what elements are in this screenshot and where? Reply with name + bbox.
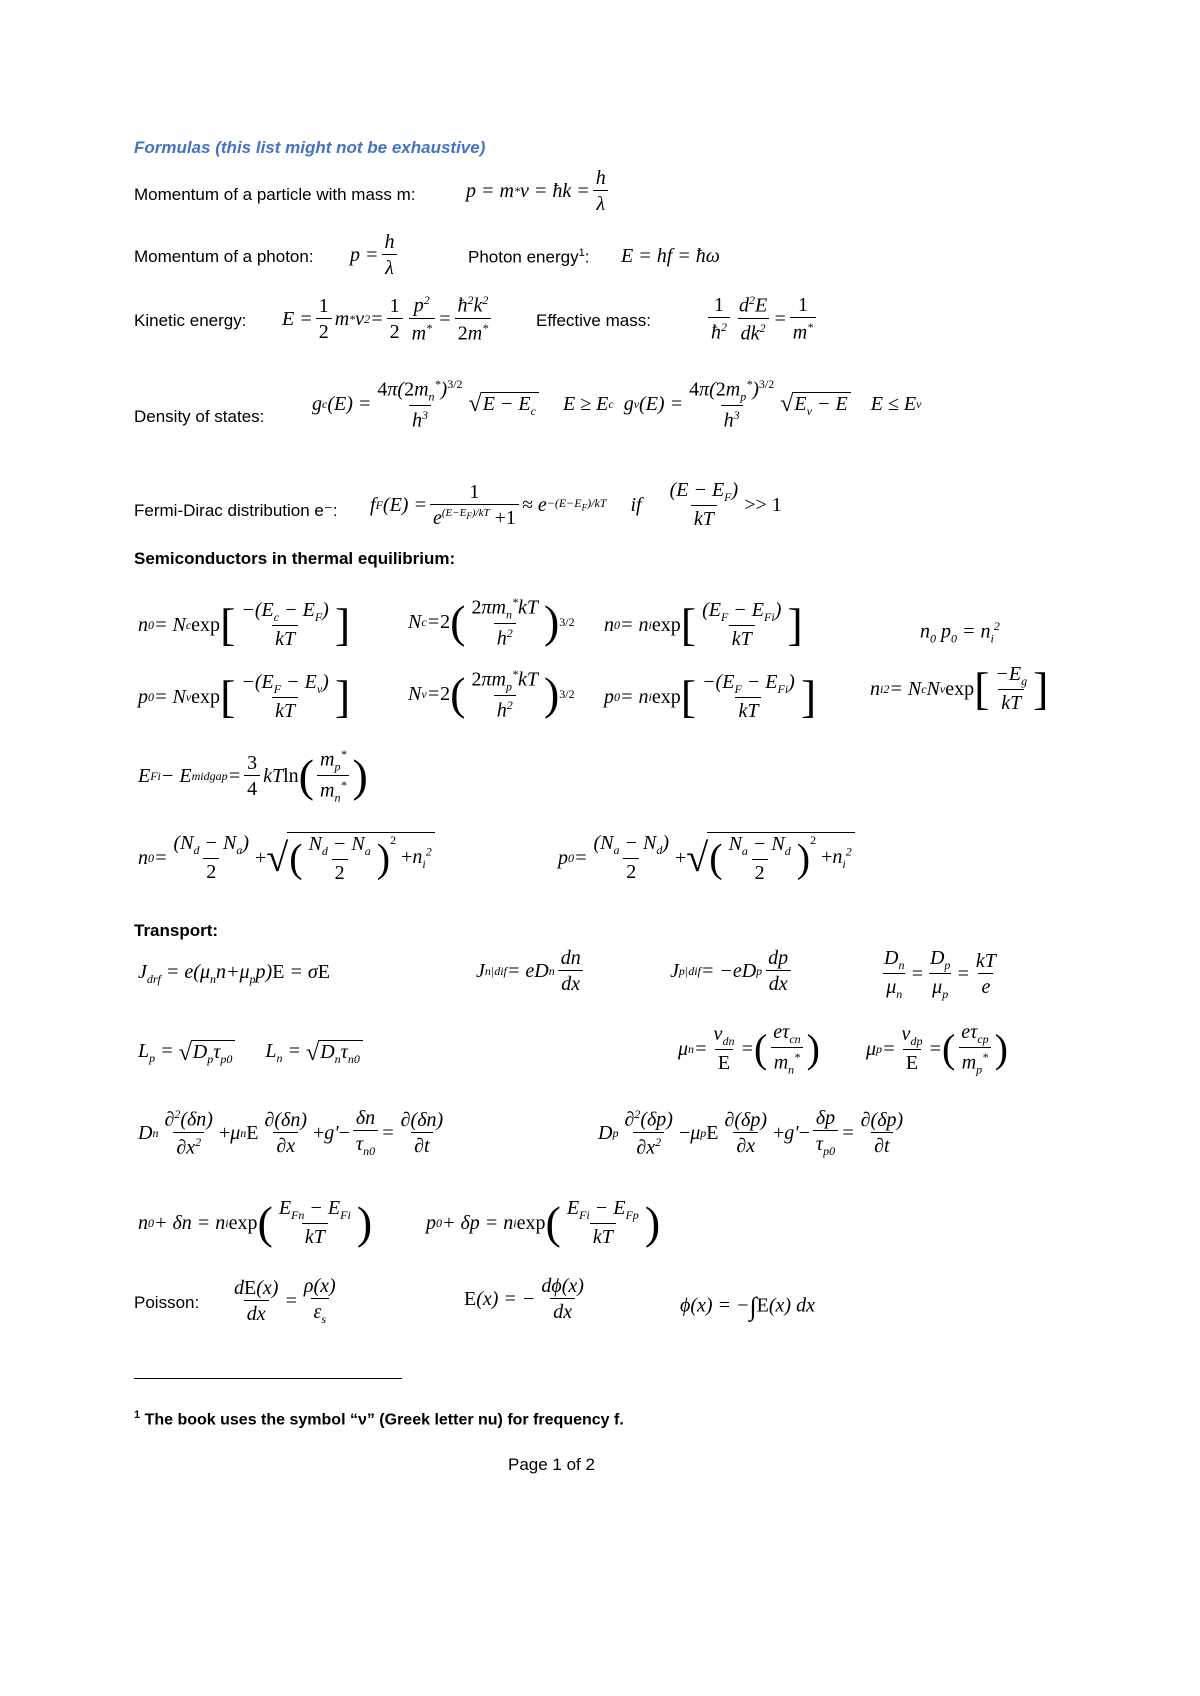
formula-density-of-states: g c (E) = $\frac{4\pi(2m_n^*)^{3/2}}{h^3}$ √ $E - E_c$ E ≥ E c g v (E) = $\frac{4\pi(2m_p^*)^{3/2}}{h^3}$ √ $E_v - E$ E ≤ E v (312, 377, 922, 432)
formula-nc: N c = 2 ( $\frac{2\pi m_n^*kT}{h^2}$ ) 3/2 (408, 595, 575, 650)
formula-potential-integral: ϕ(x) = −∫E(x) dx (680, 1292, 815, 1321)
formula-kinetic-energy: E = $\frac{1}{2}$ m * v 2 = $\frac{1}{2}$ $\frac{p^2}{m^*}$ = $\frac{ħ^2k^2}{2m^*}$ (282, 294, 494, 343)
formula-mobility-n: μ n = $\frac{v_{dn}}{E}$ = ( $\frac{e\tau_{cn}}{m_n^*}$ ) (678, 1021, 820, 1077)
formula-diffusion-lengths: $L_p = √D_p\tau_{p0}$ $L_n = √D_n\tau_{n0}$ (138, 1040, 363, 1065)
label-photon-energy (468, 248, 589, 266)
label-momentum-photon: Momentum of a photon: (134, 247, 314, 266)
footnote-separator (134, 1378, 402, 1379)
formula-nv: N v = 2 ( $\frac{2\pi m_p^*kT}{h^2}$ ) 3/2 (408, 667, 575, 722)
formula-n0-ni: n 0 = n i exp [ $\frac{(E_F - E_{Fi})}{kT}$ ] (604, 598, 803, 650)
formula-momentum-particle: p = m * v = ħk = $\frac{h}{\lambda}$ (466, 168, 612, 214)
photon-energy-colon: : (584, 247, 590, 267)
formula-continuity-n: D n $\frac{\partial^2(\delta n)}{\partial x^2}$ + μ n E $\frac{\partial(\delta n)}{\partial x}$ + g' − $\frac{\delta n}{\tau_{n0}}$ = $\frac{\partial(\delta n)}{\partial t}$ (138, 1107, 444, 1159)
section-semiconductors: Semiconductors in thermal equilibrium: (134, 549, 456, 568)
label-density-of-states: Density of states: (134, 407, 265, 426)
page-number: Page 1 of 2 (508, 1455, 595, 1474)
photon-energy-text: Photon energy (468, 247, 579, 267)
formula-jp-diff: J p|dif = −eD p $\frac{dp}{dx}$ (670, 948, 794, 994)
formula-poisson: $\frac{dE(x)}{dx}$ = $\frac{\rho(x)}{\varepsilon_s}$ (234, 1275, 336, 1326)
formula-continuity-p: D p $\frac{\partial^2(\delta p)}{\partial x^2}$ − μ p E $\frac{\partial(\delta p)}{\partial x}$ + g' − $\frac{\delta p}{\tau_{p0}}$ = $\frac{\partial(\delta p)}{\partial t}$ (598, 1107, 904, 1159)
formula-n0-dopants: n 0 = $\frac{(N_d - N_a)}{2}$ + √ ( $\frac{N_d - N_a}{2}$ )$^2 +n_i^2$ (138, 832, 435, 883)
label-effective-mass: Effective mass: (536, 311, 651, 330)
formula-momentum-photon: p = $\frac{h}{\lambda}$ (350, 232, 401, 278)
document-heading: Formulas (this list might not be exhaustive) (134, 138, 486, 157)
footnote-text: The book uses the symbol “ν” (Greek letter nu) for frequency f. (144, 1411, 624, 1429)
footnote-mark: 1 (134, 1409, 141, 1421)
formula-quasi-fermi-n: n 0 + δn = n i exp ( $\frac{E_{Fn} - E_{Fi}}{kT}$ ) (138, 1196, 373, 1248)
formula-n0p0: $n_0$ $p_0 = n_i^2$ (920, 619, 1000, 646)
formula-drift-current: $J_{drf} = e(\mu_nn+\mu_pp)E = \sigma E$ (138, 961, 330, 986)
formula-field-potential: E (x) = − $\frac{d\phi(x)}{dx}$ (464, 1275, 584, 1323)
formula-mobility-p: μ p = $\frac{v_{dp}}{E}$ = ( $\frac{e\tau_{cp}}{m_p^*}$ ) (866, 1021, 1008, 1077)
formula-p0-ni: p 0 = n i exp [ $\frac{-(E_F - E_{Fi})}{kT}$ ] (604, 670, 817, 722)
formula-fermi-dirac: f F (E) = $\frac{1}{e^{(E-E_F)/kT} +1}$ ≈ e $-(E-E_F)/kT$ if $\frac{(E - E_F)}{kT}$ >> 1 (370, 479, 782, 530)
formula-jn-diff: J n|dif = eD n $\frac{dn}{dx}$ (476, 948, 587, 994)
footnote (134, 1410, 624, 1428)
formula-p0-dopants: p 0 = $\frac{(N_a - N_d)}{2}$ + √ ( $\frac{N_a - N_d}{2}$ )$^2 +n_i^2$ (558, 832, 855, 883)
formula-p0-nv: p 0 = N v exp [ $\frac{-(E_F - E_v)}{kT}$ ] (138, 670, 351, 722)
formula-photon-energy: E = hf = ħω (621, 245, 720, 267)
label-poisson: Poisson: (134, 1293, 200, 1312)
formula-einstein-relation: $\frac{D_n}{\mu_n}$ = $\frac{D_p}{\mu_p}$ = $\frac{kT}{e}$ (884, 947, 996, 1001)
label-kinetic-energy: Kinetic energy: (134, 311, 247, 330)
section-transport: Transport: (134, 921, 219, 940)
formula-quasi-fermi-p: p 0 + δp = n i exp ( $\frac{E_{Fi} - E_{Fp}}{kT}$ ) (426, 1196, 661, 1248)
formula-efi-midgap: E Fi − E midgap = $\frac{3}{4}$ kT ln ( $\frac{m_p^*}{m_n^*}$ ) (138, 747, 368, 805)
formula-effective-mass: $\frac{1}{ħ^2}$ $\frac{d^2E}{dk^2}$ = $\frac{1}{m^*}$ (705, 294, 819, 343)
formula-ni-squared: n i 2 = N c N v exp [ $\frac{-E_g}{kT}$ ] (870, 662, 1049, 714)
label-fermi-dirac: Fermi-Dirac distribution e⁻: (134, 501, 338, 520)
formula-n0-nc: n 0 = N c exp [ $\frac{-(E_c - E_F)}{kT}$ ] (138, 598, 351, 650)
footnote-ref[interactable]: 1 (578, 247, 585, 259)
label-momentum-particle: Momentum of a particle with mass m: (134, 185, 416, 204)
